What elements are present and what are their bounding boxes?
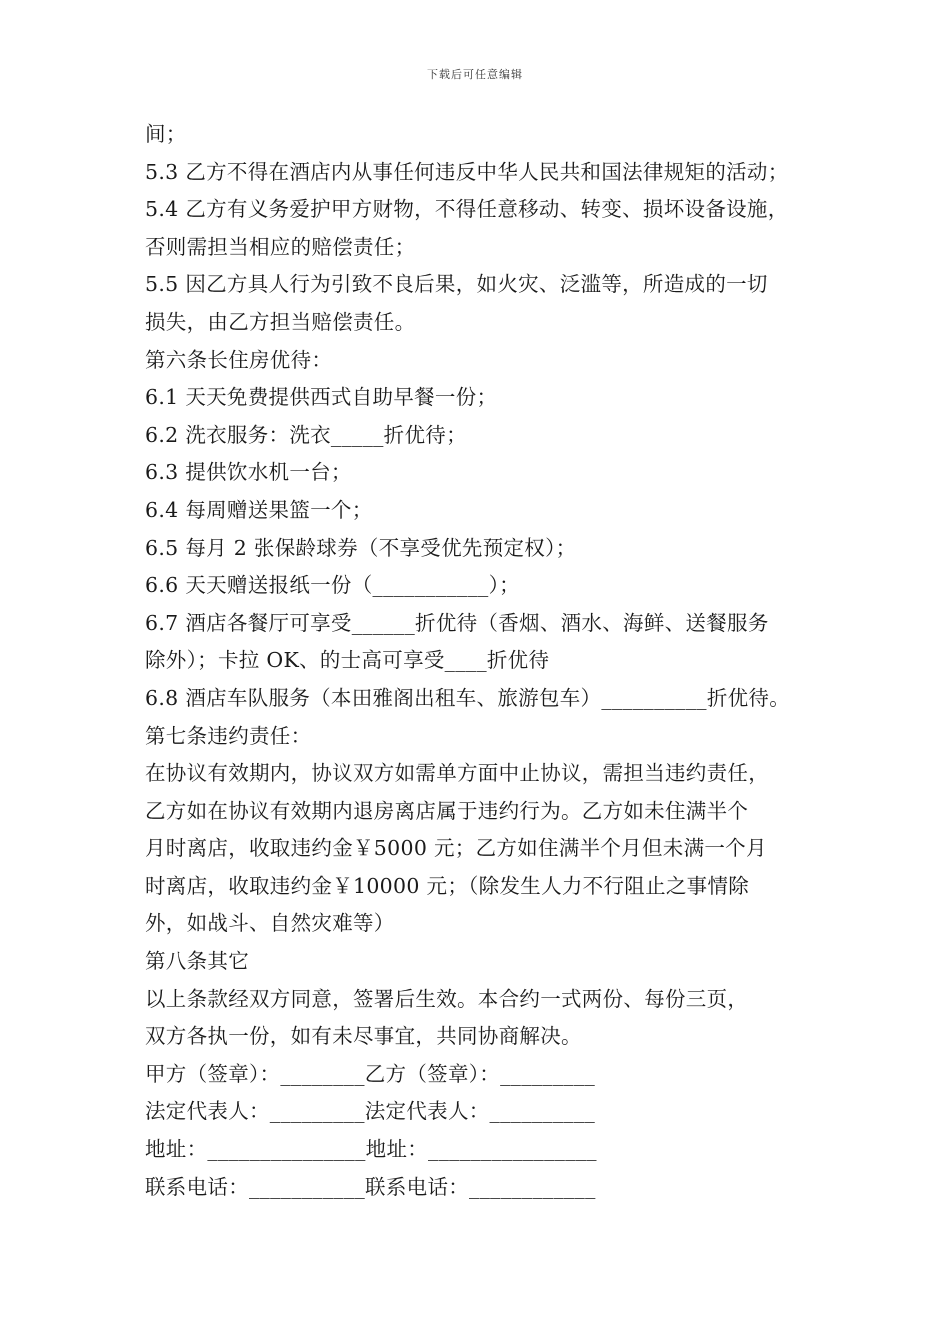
text-line: 在协议有效期内，协议双方如需单方面中止协议，需担当违约责任，: [145, 761, 769, 786]
clause-6-3: 6.3 提供饮水机一台；: [145, 460, 352, 485]
section-heading-8: 第八条其它: [145, 949, 249, 974]
text-line: 否则需担当相应的赔偿责任；: [145, 234, 416, 259]
clause-6-7: 6.7 酒店各餐厅可享受______折优待（香烟、酒水、海鲜、送餐服务: [145, 610, 769, 635]
representative-line: 法定代表人：_________法定代表人：__________: [145, 1099, 596, 1124]
clause-6-8: 6.8 酒店车队服务（本田雅阁出租车、旅游包车）__________折优待。: [145, 685, 791, 710]
text-line: 损失，由乙方担当赔偿责任。: [145, 309, 416, 334]
page-header: 下载后可任意编辑: [427, 68, 523, 81]
text-line: 月时离店，收取违约金￥5000 元；乙方如住满半个月但未满一个月: [145, 836, 767, 861]
clause-6-5: 6.5 每月 2 张保龄球券（不享受优先预定权）；: [145, 535, 577, 560]
clause-6-4: 6.4 每周赠送果篮一个；: [145, 497, 373, 522]
clause-5-4: 5.4 乙方有义务爱护甲方财物，不得任意移动、转变、损坏设备设施，: [145, 197, 789, 222]
text-line: 间；: [145, 122, 187, 146]
text-line: 乙方如在协议有效期内退房离店属于违约行为。乙方如未住满半个: [145, 798, 749, 823]
text-line: 外，如战斗、自然灾难等）: [145, 911, 395, 936]
signature-line: 甲方（签章）：________乙方（签章）：_________: [145, 1061, 596, 1086]
clause-6-1: 6.1 天天免费提供西式自助早餐一份；: [145, 385, 498, 410]
clause-6-6: 6.6 天天赠送报纸一份（___________）；: [145, 573, 520, 598]
clause-6-2: 6.2 洗衣服务：洗衣_____折优待；: [145, 422, 467, 447]
document-body: [145, 116, 825, 1206]
address-line: 地址：_______________地址：________________: [145, 1137, 597, 1162]
text-line: 时离店，收取违约金￥10000 元；（除发生人力不行阻止之事情除: [145, 873, 750, 898]
clause-5-5: 5.5 因乙方具人行为引致不良后果，如火灾、泛滥等，所造成的一切: [145, 272, 768, 297]
section-heading-6: 第六条长住房优待：: [145, 347, 333, 372]
text-line: 双方各执一份，如有未尽事宜，共同协商解决。: [145, 1024, 582, 1049]
phone-line: 联系电话：___________联系电话：____________: [145, 1174, 596, 1199]
text-line: 除外）；卡拉 OK、的士高可享受____折优待: [145, 648, 550, 673]
text-line: 以上条款经双方同意，签署后生效。本合约一式两份、每份三页，: [145, 986, 749, 1011]
clause-5-3: 5.3 乙方不得在酒店内从事任何违反中华人民共和国法律规矩的活动；: [145, 159, 789, 184]
section-heading-7: 第七条违约责任：: [145, 723, 312, 748]
